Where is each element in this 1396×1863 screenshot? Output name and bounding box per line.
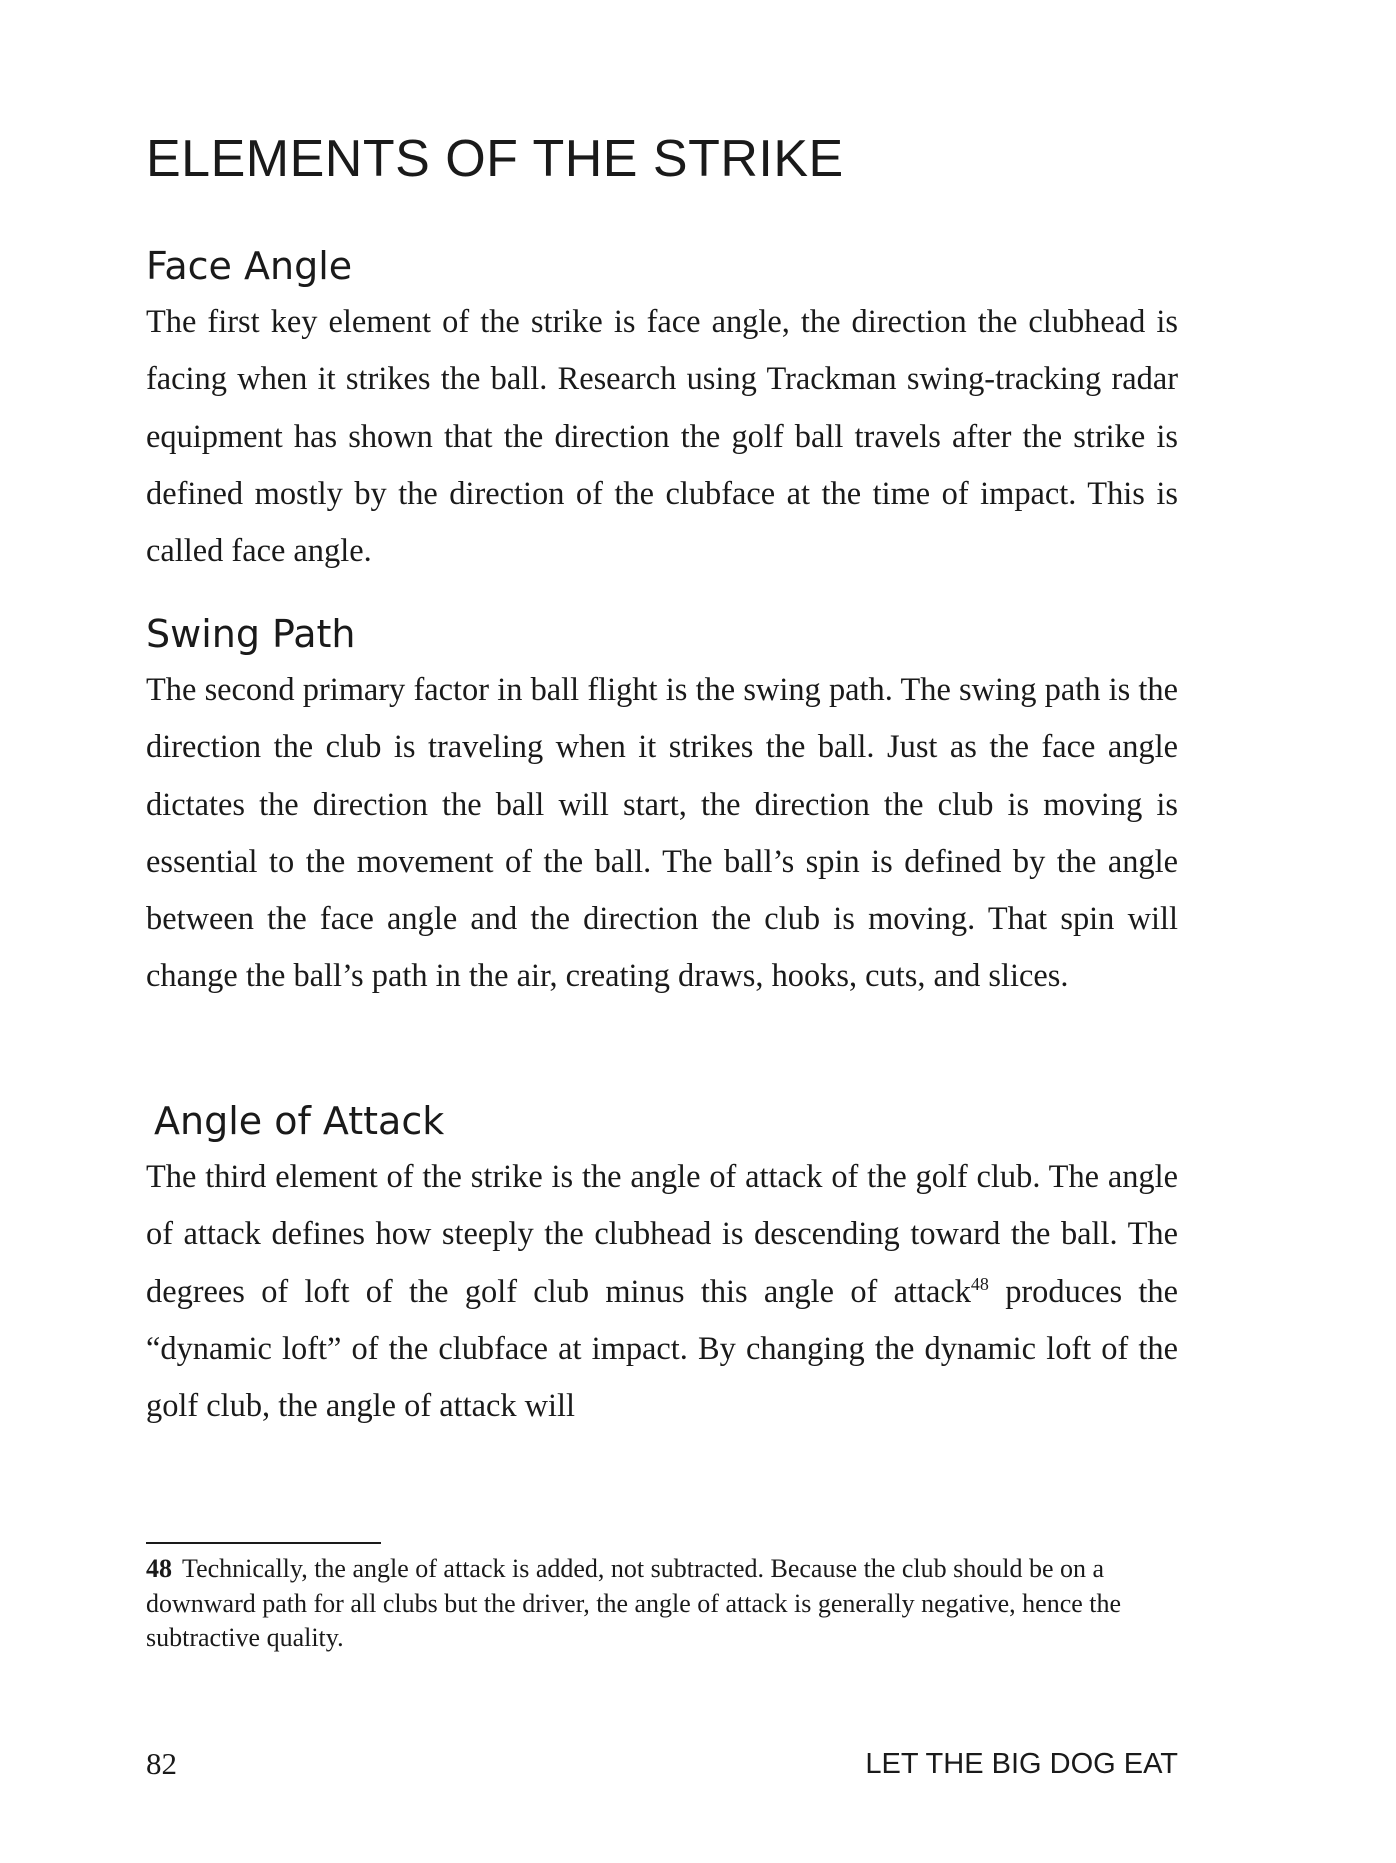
running-title: LET THE BIG DOG EAT bbox=[865, 1748, 1178, 1780]
body-text-after-ref: produces the “dynamic loft” of the clubface at impact. By changing the dynamic loft of the golf club, the angle of attack will bbox=[146, 1273, 1178, 1425]
section-body bbox=[146, 1149, 1178, 1435]
section-heading: Angle of Attack bbox=[154, 1099, 445, 1143]
section-heading: Face Angle bbox=[146, 244, 353, 288]
footnote-text: Technically, the angle of attack is added, not subtracted. Because the club should be on a downward path for all clubs but the driver, the angle of attack is generally negative, hence the subtractive quality. bbox=[146, 1554, 1122, 1652]
footnote-divider bbox=[146, 1542, 381, 1544]
section-heading: Swing Path bbox=[146, 612, 356, 656]
book-page bbox=[146, 0, 1178, 1863]
section-swing-path bbox=[146, 606, 1178, 1006]
footnote-number: 48 bbox=[146, 1554, 172, 1583]
body-text-before-ref: The third element of the strike is the angle of attack of the golf club. The angle of attack defines how steeply the clubhead is descending toward the ball. The degrees of loft of the golf club minus this angle of attack bbox=[146, 1159, 1178, 1310]
section-angle-of-attack bbox=[146, 1093, 1178, 1435]
chapter-title: ELEMENTS OF THE STRIKE bbox=[146, 130, 844, 188]
page-number: 82 bbox=[146, 1746, 177, 1781]
section-face-angle bbox=[146, 238, 1178, 580]
footnote-reference[interactable]: 48 bbox=[970, 1273, 989, 1294]
section-body: The second primary factor in ball flight is the swing path. The swing path is the direction the club is traveling when it strikes the ball. Just as the face angle dictates the direction the ball will start, the direction the club is moving is essential to the movement of the ball. The ball’s spin is defined by the angle between the face angle and the direction the club is moving. That spin will change the ball’s path in the air, creating draws, hooks, cuts, and slices. bbox=[146, 672, 1178, 995]
footnote bbox=[146, 1552, 1136, 1656]
section-body: The first key element of the strike is face angle, the direction the clubhead is facing when it strikes the ball. Research using Trackman swing-tracking radar equipment has shown that the direction the golf ball travels after the strike is defined mostly by the direction of the clubface at the time of impact. This is called face angle. bbox=[146, 304, 1178, 570]
